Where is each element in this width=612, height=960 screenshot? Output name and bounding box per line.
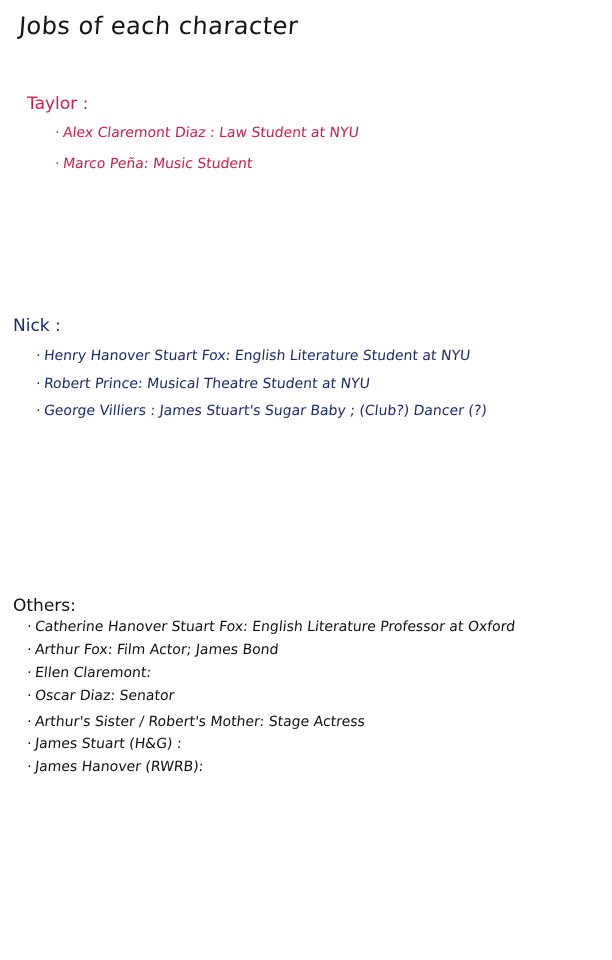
- bullet-icon: ·: [26, 665, 33, 681]
- list-item: [54, 125, 359, 141]
- bullet-icon: ·: [26, 688, 33, 704]
- list-item-text: George Villiers : James Stuart's Sugar Baby ; (Club?) Dancer (?): [43, 403, 488, 419]
- list-item: [35, 376, 370, 392]
- list-item: [54, 156, 253, 172]
- list-item: [26, 665, 152, 681]
- bullet-icon: ·: [26, 736, 33, 752]
- bullet-icon: ·: [54, 125, 61, 141]
- list-item-text: James Hanover (RWRB):: [34, 759, 205, 775]
- bullet-icon: ·: [35, 376, 42, 392]
- section-heading-taylor: Taylor :: [27, 94, 89, 114]
- bullet-icon: ·: [26, 619, 33, 635]
- bullet-icon: ·: [26, 714, 33, 730]
- list-item: [35, 403, 487, 419]
- list-item-text: Marco Peña: Music Student: [62, 156, 254, 172]
- list-item: [26, 688, 175, 704]
- list-item-text: Arthur Fox: Film Actor; James Bond: [34, 642, 280, 658]
- bullet-icon: ·: [54, 156, 61, 172]
- list-item-text: Oscar Diaz: Senator: [34, 688, 176, 704]
- bullet-icon: ·: [26, 759, 33, 775]
- list-item: [26, 714, 366, 730]
- list-item-text: Alex Claremont Diaz : Law Student at NYU: [62, 125, 360, 141]
- list-item-text: Catherine Hanover Stuart Fox: English Literature Professor at Oxford: [34, 619, 516, 635]
- page-title: Jobs of each character: [18, 12, 300, 40]
- bullet-icon: ·: [26, 642, 33, 658]
- list-item: [35, 348, 471, 364]
- list-item-text: Robert Prince: Musical Theatre Student at NYU: [43, 376, 371, 392]
- list-item-text: Henry Hanover Stuart Fox: English Literature Student at NYU: [43, 348, 472, 364]
- section-heading-others: Others:: [13, 596, 76, 616]
- list-item-text: James Stuart (H&G) :: [34, 736, 183, 752]
- list-item: [26, 759, 204, 775]
- bullet-icon: ·: [35, 403, 42, 419]
- list-item-text: Ellen Claremont:: [34, 665, 152, 681]
- list-item: [26, 736, 182, 752]
- list-item: [26, 642, 279, 658]
- list-item: [26, 619, 516, 635]
- section-heading-nick: Nick :: [13, 316, 61, 336]
- bullet-icon: ·: [35, 348, 42, 364]
- list-item-text: Arthur's Sister / Robert's Mother: Stage Actress: [34, 714, 366, 730]
